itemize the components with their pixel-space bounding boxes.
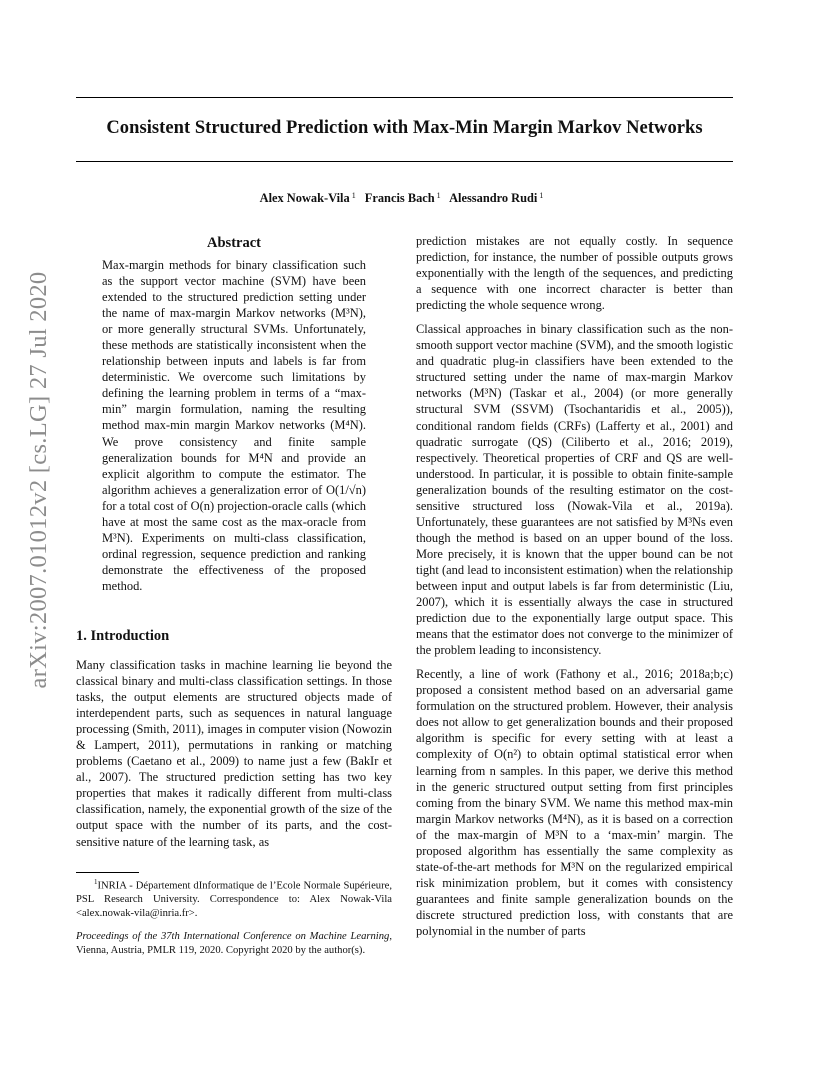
body-paragraph: Recently, a line of work (Fathony et al., 2016; 2018a;b;c) proposed a consistent method based on an adversarial game formulation on the structured problem. However, their analysis does not allow to get generalization bounds and their proposed algorithm is specific for every setting with at least a complexity of O(n²) to obtain optimal statistical error when learning from n samples. In this paper, we derive this method in the generic structured output setting from first principles coming from the binary SVM. We name this method max-min margin Markov networks (M⁴N), as it is based on a correction of the max-margin of M³N to a ‘max-min’ margin. The proposed algorithm has essentially the same complexity as state-of-the-art methods for M³N on the regularized empirical risk minimization problem, but it comes with consistency guarantees and finite sample generalization bounds on the discrete structured prediction loss, with constants that are polynomial in the number of parts [416,667,733,938]
right-column [416,233,733,939]
author-name: Alex Nowak-Vila [259,191,350,205]
proceedings-note [76,930,392,957]
arxiv-identifier: arXiv:2007.01012v2 [cs.LG] 27 Jul 2020 [25,271,52,689]
introduction-paragraph: Many classification tasks in machine learning lie beyond the classical binary and multi-class classification settings. In those tasks, the output elements are structured objects made of interdependent parts, such as sequences in natural language processing (Smith, 2011), images in computer vision (Nowozin & Lampert, 2011), permutations in ranking or matching problems (Caetano et al., 2009) to name just a few (BakIr et al., 2007). The structured prediction setting has two key properties that makes it radically different from multi-class classification, namely, the exponential growth of the size of the output space with the number of its parts, and the cost-sensitive nature of the learning task, as [76,657,392,849]
author-name: Francis Bach [364,191,435,205]
body-paragraph: prediction mistakes are not equally costly. In sequence prediction, for instance, the number of possible outputs grows exponentially with the length of the sequences, and predicting a sequence with one incorrect character is better than predicting the whole sequence wrong. [416,234,733,313]
introduction-heading: 1. Introduction [76,627,170,644]
title-rule-bottom [76,161,733,162]
footnote-rule [76,872,139,873]
footnote-text: INRIA - Département dInformatique de l’Ecole Normale Supérieure, PSL Research University. Correspondence to: Alex Nowak-Vila <alex.nowak-vila@inria.fr>. [76,880,392,919]
abstract-heading: Abstract [207,235,261,251]
title-rule-top [76,97,733,98]
footnote-mark: 1 [94,878,98,886]
proceedings-venue: Proceedings of the 37th International Conference on Machine Learning [76,931,390,942]
proceedings-details: , Vienna, Austria, PMLR 119, 2020. Copyright 2020 by the author(s). [76,931,392,956]
affiliation-footnote [76,876,392,920]
author-affiliation: 1 [539,191,544,200]
author-list [76,191,733,206]
author-name: Alessandro Rudi [449,191,538,205]
left-column [76,233,392,850]
author-affiliation: 1 [436,191,441,200]
paper-title: Consistent Structured Prediction with Max-Min Margin Markov Networks [106,118,703,138]
abstract-text: Max-margin methods for binary classification such as the support vector machine (SVM) have been extended to the structured prediction setting under the name of max-margin Markov networks (M³N), or more generally structural SVMs. Unfortunately, these methods are statistically inconsistent when the relationship between inputs and labels is far from deterministic. We overcome such limitations by defining the learning problem in terms of a “max-min” margin formulation, naming the resulting method max-min margin Markov networks (M⁴N). We prove consistency and finite sample generalization bounds for M⁴N and provide an explicit algorithm to compute the estimator. The algorithm achieves a generalization error of O(1/√n) for a total cost of O(n) projection-oracle calls (which have at most the same cost as the max-oracle from M³N). Experiments on multi-class classification, ordinal regression, sequence prediction and ranking demonstrate the effectiveness of the proposed method. [102,258,366,593]
author-affiliation: 1 [351,191,356,200]
body-paragraph: Classical approaches in binary classification such as the non-smooth support vector machine (SVM), and the smooth logistic and quadratic plug-in classifiers have been extended to the structured setting under the name of max-margin Markov networks (M³N) (Taskar et al., 2004) (or more generally structural SVM (SSVM) (Tsochantaridis et al., 2005)), conditional random fields (CRFs) (Lafferty et al., 2001) and quadratic surrogate (QS) (Ciliberto et al., 2016; 2019), respectively. Theoretical properties of CRF and QS are well-understood. In particular, it is possible to obtain finite-sample generalization bounds of the resulting estimator on the cost-sensitive structured loss (Nowak-Vila et al., 2019a). Unfortunately, these guarantees are not satisfied by M³Ns even though the method is based on an upper bound of the loss. More precisely, it is known that the upper bound can be not tight (and lead to inconsistent estimation) when the relationship between input and output labels is far from deterministic (Liu, 2007), which it is essentially always the case in structured prediction due to the exponentially large output space. This means that the estimator does not converge to the minimizer of the problem leading to inconsistency. [416,322,733,658]
